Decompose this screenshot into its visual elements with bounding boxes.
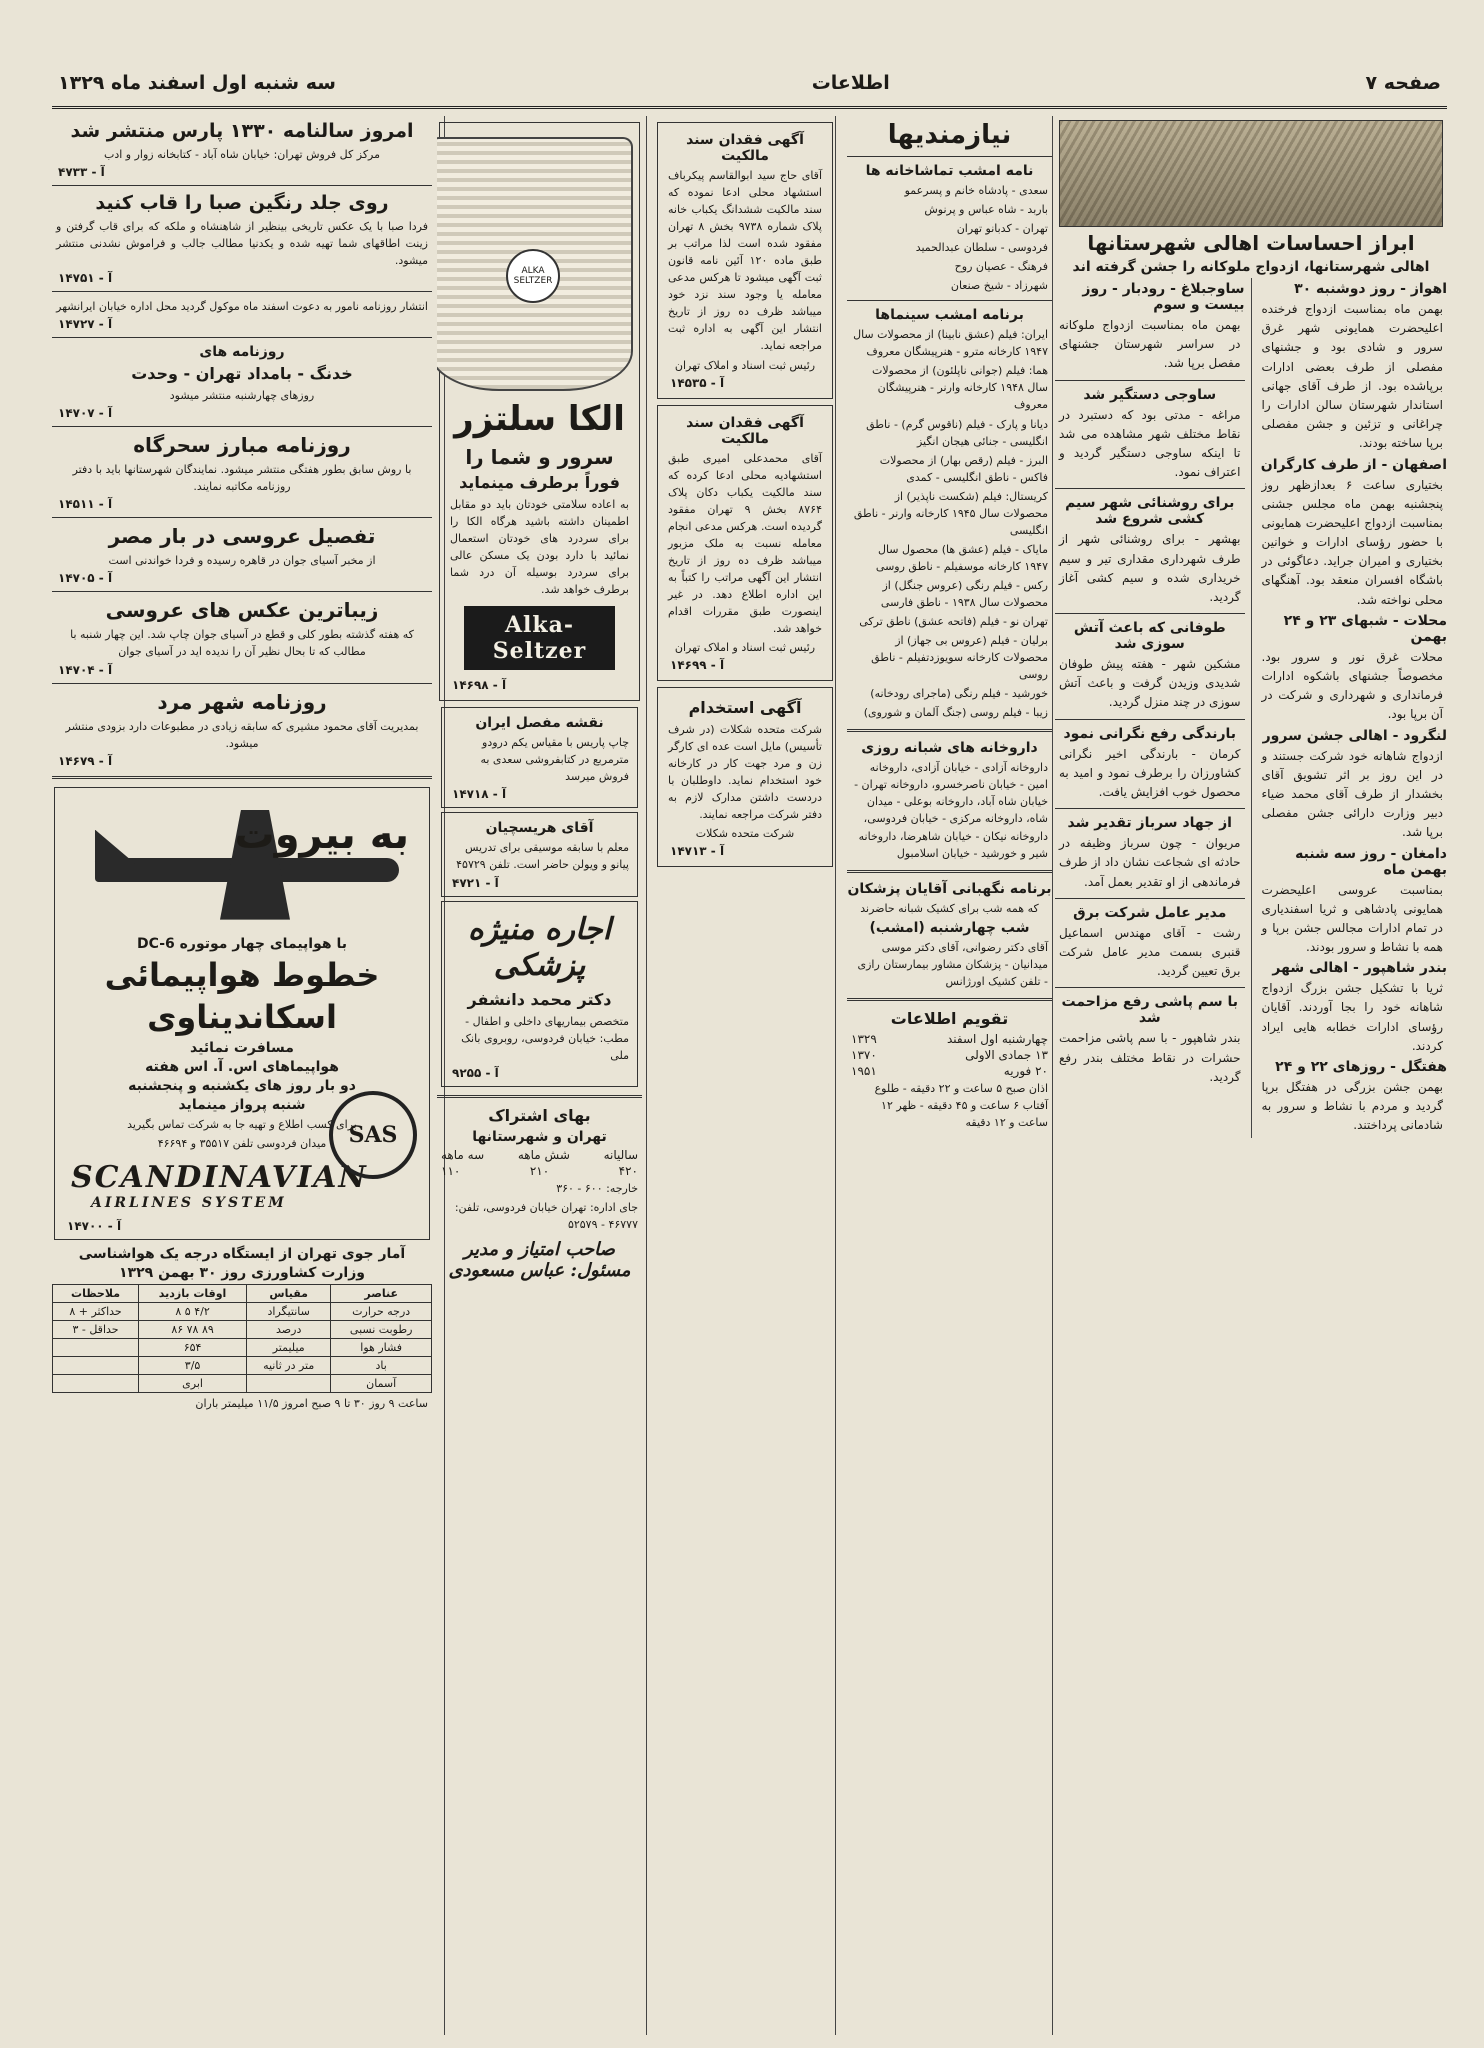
table-cell xyxy=(53,1374,139,1392)
news-paragraph: مراغه - مدتی بود که دستبرد در نقاط مختلف شهر مشاهده می شد تا اینکه ساوجی دستگیر گردید و اعتراف نمود. xyxy=(1059,407,1241,480)
table-cell: ۳/۵ xyxy=(139,1356,247,1374)
dateline: هفتگل - روزهای ۲۲ و ۲۴ xyxy=(1275,1059,1447,1075)
news-headline: طوفانی که باعث آتش سوزی شد xyxy=(1073,620,1226,653)
calendar-heading: تقویم اطلاعات xyxy=(890,1008,1009,1028)
table-cell: میلیمتر xyxy=(247,1338,331,1356)
news-headline: از جهاد سرباز تقدیر شد xyxy=(1067,815,1232,832)
calendar-times: اذان صبح ۵ ساعت و ۲۲ دقیقه - طلوع آفتاب ۶ ساعت و ۴۵ دقیقه - ظهر ۱۲ ساعت و ۱۲ دقیقه xyxy=(874,1081,1048,1129)
provincial-news-column xyxy=(1055,116,1447,2035)
ad-destination: به بیروت xyxy=(234,811,409,858)
cinema-item: رکس - فیلم رنگی (عروس جنگل) از محصولات سال ۱۹۳۸ - ناطق فارسی xyxy=(880,578,1048,609)
table-header-cell: ملاحظات xyxy=(53,1284,139,1302)
airplane-illustration xyxy=(65,800,419,930)
news-paragraph: بهشهر - برای روشنائی شهر از طرف شهرداری مقداری تیر و سیم خریداری شده و سیم کشی آغاز گردید. xyxy=(1059,532,1241,604)
theater-item: فردوسی - سلطان عبدالحمید xyxy=(915,241,1048,255)
cinema-item: تهران نو - فیلم (فاتحه عشق) ناطق ترکی xyxy=(859,615,1048,629)
glass-illustration xyxy=(437,137,633,391)
theater-heading: نامه امشب تماشاخانه ها xyxy=(865,163,1034,179)
ad-title: روزنامه مبارز سحرگاه xyxy=(133,433,351,458)
cinema-item: دیانا و پارک - فیلم (ناقوس گرم) - ناطق انگلیسی - جنائی هیجان انگیز xyxy=(866,417,1048,448)
table-cell xyxy=(53,1338,139,1356)
employment-notice xyxy=(657,687,833,867)
table-header-cell: اوقات بازدید xyxy=(139,1284,247,1302)
ad-line: با هواپیمای چهار موتوره DC-6 xyxy=(137,935,347,952)
ad-title: خطوط هواپیمائی xyxy=(104,955,380,994)
ad-text: با روش سابق بطور هفتگی منتشر میشود. نمایندگان شهرستانها باید با دفتر روزنامه مکاتبه نمایند. xyxy=(72,463,412,494)
sas-logo-text: SCANDINAVIAN xyxy=(71,1159,368,1195)
calendar-date: ۱۳ جمادی الاولی xyxy=(965,1047,1048,1062)
ad-text: فردا صبا با یک عکس تاریخی بینظیر از شاهنشاه و ملکه که برای قاب گرفتن و زینت اطاقهای شما تهیه شده و یکدنیا مطالب جالب و فراموش نشدنی منتشر میشود. xyxy=(56,220,428,268)
ad-code: آ - ۱۴۷۲۷ xyxy=(58,317,113,332)
ad-address: میدان فردوسی تلفن ۳۵۵۱۷ و ۴۶۶۹۴ xyxy=(157,1136,327,1150)
cinema-item: کریستال: فیلم (شکست ناپذیر) از محصولات سال ۱۹۴۵ کارخانه وارنر - ناطق انگلیسی xyxy=(853,489,1048,537)
owner-line: صاحب امتیاز و مدیر مسئول: عباس مسعودی xyxy=(448,1238,631,1282)
news-subcolumn-left xyxy=(1055,278,1245,1138)
news-paragraph: رشت - آقای مهندس اسماعیل قنبری بسمت مدیر عامل شرکت برق تعیین گردید. xyxy=(1059,925,1241,979)
news-subcolumn-right xyxy=(1258,278,1448,1138)
dateline: اصفهان - از طرف کارگران xyxy=(1260,456,1447,473)
alka-seltzer-ad xyxy=(439,122,640,701)
brand-name: الکا سلتزر xyxy=(454,399,625,439)
pharmacy-heading: داروخانه های شبانه روزی xyxy=(861,740,1038,757)
table-cell xyxy=(53,1356,139,1374)
ad-code: آ - ۱۴۵۳۵ xyxy=(670,375,725,390)
news-paragraph: بندر شاهپور - با سم پاشی مزاحمت حشرات در نقاط مختلف بندر رفع گردید. xyxy=(1059,1031,1241,1084)
subscription-val: ۲۱۰ xyxy=(529,1163,550,1178)
paper-name: اطلاعات xyxy=(811,72,890,94)
notice-text: آقای محمدعلی امیری طبق استشهادیه محلی ادعا کرده که سند مالکیت یکباب دکان پلاک ۸۷۶۴ بخش ۹ تهران مفقود گردیده است. هرکس مدعی انجام معامله نسبت به ملک مزبور میباشد ظرف ده روز از تاریخ انتشار این آگهی مراتب را کتباً به این اداره اطلاع دهد. در غیر اینصورت طبق مقررات اقدام خواهد شد. xyxy=(668,451,822,636)
news-paragraph: بهمن ماه بمناسبت ازدواج ملوکانه در سراسر شهرستان جشنهای مفصل برپا شد. xyxy=(1059,318,1241,371)
ad-text: انتشار روزنامه نامور به دعوت اسفند ماه موکول گردید محل اداره خیابان ایرانشهر xyxy=(56,300,428,314)
ad-title: اسکاندیناوی xyxy=(147,997,337,1036)
cinema-item: زیبا - فیلم روسی (جنگ آلمان و شوروی) xyxy=(863,706,1048,720)
cinema-heading: برنامه امشب سینماها xyxy=(875,307,1024,324)
cinema-item: هما: فیلم (جوانی ناپلئون) از محصولات سال ۱۹۴۸ کارخانه وارنر - هنرپیشگان معروف xyxy=(872,364,1048,412)
subscription-val: ۴۲۰ xyxy=(618,1163,638,1178)
ad-code: آ - ۱۴۶۹۸ xyxy=(452,678,507,693)
alka-seltzer-logo: Alka-Seltzer xyxy=(464,606,615,670)
theater-item: باربد - شاه عباس و پرنوش xyxy=(924,203,1048,217)
cinema-item: ایران: فیلم (عشق نابینا) از محصولات سال ۱۹۴۷ کارخانه مترو - هنرپیشگان معروف xyxy=(853,328,1048,359)
news-paragraph: ازدواج شاهانه خود شرکت جستند و در این روز بر اثر تشویق آقای بخشدار از طرف آقای محمد ضیاء دبیر وزارت دارائی جشن مفصلی برپا شد. xyxy=(1261,748,1443,840)
ads-column xyxy=(437,116,642,2035)
ad-text: که هفته گذشته بطور کلی و قطع در آسیای جوان چاپ شد. این چهار شنبه با مطالب که تا بحال نظیر آن را ندیده اید در آسیای جوان xyxy=(70,628,414,659)
ad-subtitle: دکتر محمد دانشفر xyxy=(467,989,612,1009)
table-cell: حداکثر + ۸ xyxy=(53,1302,139,1320)
left-ads-column xyxy=(52,116,432,2035)
ad-title: خدنگ - بامداد تهران - وحدت xyxy=(131,364,353,384)
section-title: نیازمندیها xyxy=(887,120,1012,150)
subscription-subheading: تهران و شهرستانها xyxy=(472,1128,607,1145)
ad-line: مسافرت نمائید xyxy=(190,1039,294,1056)
issue-date: سه شنبه اول اسفند ماه ۱۳۲۹ xyxy=(58,72,336,94)
doctors-night: شب چهارشنبه (امشب) xyxy=(869,919,1030,936)
theater-item: تهران - کدبانو تهران xyxy=(956,222,1048,236)
subscription-cols xyxy=(441,1148,638,1162)
dateline: اهواز - روز دوشنبه ۳۰ xyxy=(1294,281,1447,297)
table-row xyxy=(53,1320,432,1338)
table-header xyxy=(53,1284,432,1302)
lost-deed-notice xyxy=(657,122,833,399)
doctor-ad xyxy=(441,901,638,1087)
ad-heading: آقای هریسچیان xyxy=(485,820,594,837)
weather-subheading: وزارت کشاورزی روز ۳۰ بهمن ۱۳۲۹ xyxy=(119,1264,365,1281)
table-cell: ابری xyxy=(139,1374,247,1392)
dateline: محلات - شبهای ۲۳ و ۲۴ بهمن xyxy=(1283,612,1447,645)
subscription-vals xyxy=(441,1164,638,1178)
notice-signature: شرکت متحده شکلات xyxy=(695,827,795,841)
table-row xyxy=(53,1374,432,1392)
weather-heading: آمار جوی تهران از ایستگاه درجه یک هواشناسی xyxy=(78,1245,406,1262)
ad-title: تفصیل عروسی در بار مصر xyxy=(108,524,376,549)
ad-code: آ - ۱۴۷۱۳ xyxy=(670,844,725,859)
calendar-year: ۱۳۷۰ xyxy=(851,1047,877,1062)
table-row xyxy=(53,1338,432,1356)
subscription-col: سالیانه xyxy=(603,1147,638,1162)
sas-airline-ad xyxy=(54,787,430,1240)
dateline: ساوجبلاغ - رودبار - روز بیست و سوم xyxy=(1082,281,1245,313)
newspaper-page xyxy=(52,60,1447,2035)
column-rule xyxy=(646,116,647,2035)
table-header-cell: عناصر xyxy=(331,1284,432,1302)
notice-text: آقای حاج سید ابوالقاسم پیکرباف استشهاد محلی ادعا نموده که سند مالکیت ششدانگ یکباب خانه پلاک شماره ۹۷۳۸ بخش ۸ تهران مفقود شده است لذا مراتب بر طبق ماده ۱۲۰ آئین نامه قانون ثبت آگهی میشود تا هرکس مدعی معامله یا وجود سند نزد خود میباشد ظرف ده روز از تاریخ انتشار این آگهی به اداره ثبت مراجعه نماید. xyxy=(668,169,822,353)
office-address: جای اداره: تهران خیابان فردوسی، تلفن: ۴۶۷۷۷ - ۵۲۵۷۹ xyxy=(454,1200,638,1231)
subscription-foreign: خارجه: ۶۰۰ - ۳۶۰ xyxy=(556,1181,638,1195)
ad-code: آ - ۱۴۶۷۹ xyxy=(58,753,113,768)
subscription-heading: بهای اشتراک xyxy=(488,1105,591,1125)
cinema-item: خورشید - فیلم رنگی (ماجرای رودخانه) xyxy=(870,687,1048,701)
ad-code: آ - ۱۴۷۰۰ xyxy=(67,1218,122,1233)
table-cell: باد xyxy=(331,1356,432,1374)
listings-column xyxy=(847,116,1052,2035)
notice-heading: آگهی استخدام xyxy=(688,698,802,718)
news-headline: برای روشنائی شهر سیم کشی شروع شد xyxy=(1065,495,1235,528)
ad-code: آ - ۹۲۵۵ xyxy=(452,1065,499,1080)
notice-signature: رئیس ثبت اسناد و املاک تهران xyxy=(674,358,816,372)
doctors-list: آقای دکتر رضوانی، آقای دکتر موسی میدانیان - پزشکان مشاور بیمارستان رازی - تلفن کشیک اورژانس xyxy=(857,940,1048,988)
table-cell xyxy=(247,1374,331,1392)
news-headline: مدیر عامل شرکت برق xyxy=(1073,904,1227,921)
table-cell: سانتیگراد xyxy=(247,1302,331,1320)
news-paragraph: بهمن ماه بمناسبت ازدواج فرخنده اعلیحضرت همایونی شهر غرق سرور و شادی بود و جشنهای مفصلی از طرف بعضی ادارات برپاشده بود. از طرف آقای جهانی استاندار شهرستان سالن ادارات را چراغانی و تزئین و جشن مفصلی برپا ساخته بودند. xyxy=(1261,302,1443,451)
pharmacy-list: داروخانه آزادی - خیابان آزادی، داروخانه امین - خیابان ناصرخسرو، داروخانه تهران - خیابان شاه آباد، داروخانه بوعلی - میدان شاه، داروخانه مرکزی - خیابان فردوسی، داروخانه نیکان - خیابان شاهرضا، داروخانه شیر و خورشید - خیابان اسلامبول xyxy=(854,761,1048,860)
ad-text: معلم با سابقه موسیقی برای تدریس پیانو و ویولن حاضر است. تلفن ۴۵۷۲۹ xyxy=(456,841,629,872)
table-cell: رطوبت نسبی xyxy=(331,1320,432,1338)
news-paragraph: بمناسبت عروسی اعلیحضرت همایونی پادشاهی و ثریا اسفندیاری در تمام ادارات مجالس جشن برپا و همه با نشاط و سرور بودند. xyxy=(1261,882,1443,955)
ad-code: آ - ۱۴۵۱۱ xyxy=(58,497,113,512)
table-cell: فشار هوا xyxy=(331,1338,432,1356)
sas-logo-subtext: AIRLINES SYSTEM xyxy=(91,1194,287,1211)
ad-code: آ - ۱۴۶۹۹ xyxy=(670,658,725,673)
masthead xyxy=(52,60,1447,109)
music-teacher-ad xyxy=(441,812,638,896)
ad-code: آ - ۴۷۳۳ xyxy=(58,165,105,180)
ad-line: دو بار روز های یکشنبه و پنجشنبه xyxy=(128,1077,356,1094)
table-header-cell: مقیاس xyxy=(247,1284,331,1302)
ad-text: چاپ پاریس با مقیاس یکم درودو مترمربع در کتابفروشی سعدی به فروش میرسد xyxy=(480,736,629,784)
news-paragraph: مریوان - چون سرباز وظیفه در حادثه ای شجاعت نشان داد از طرف فرماندهی از او تقدیر بعمل آمد. xyxy=(1059,836,1241,889)
notice-heading: آگهی فقدان سند مالکیت xyxy=(686,414,804,447)
ad-code: آ - ۱۴۷۰۴ xyxy=(58,662,113,677)
ad-heading: امروز سالنامه ۱۳۳۰ پارس منتشر شد xyxy=(70,120,414,142)
table-cell: ۶۵۴ xyxy=(139,1338,247,1356)
ad-code: آ - ۱۴۷۱۸ xyxy=(452,787,507,802)
ad-code: آ - ۱۴۷۰۷ xyxy=(58,406,113,421)
table-cell: حداقل - ۳ xyxy=(53,1320,139,1338)
ad-text: از مخبر آسیای جوان در قاهره رسیده و فردا خواندنی است xyxy=(108,554,376,568)
ad-title: روزنامه شهر مرد xyxy=(157,689,327,714)
table-row xyxy=(53,1302,432,1320)
table-cell: ۴/۲ ۵ ۸ xyxy=(139,1302,247,1320)
ad-line: شنبه پرواز مینماید xyxy=(178,1096,306,1113)
table-cell: درجه حرارت xyxy=(331,1302,432,1320)
weather-footnote: ساعت ۹ روز ۳۰ تا ۹ صبح امروز ۱۱/۵ میلیمتر باران xyxy=(195,1396,428,1410)
table-cell: متر در ثانیه xyxy=(247,1356,331,1374)
news-paragraph: کرمان - بارندگی اخیر نگرانی کشاورزان را برطرف نمود و امید به محصول خوب افزایش یافت. xyxy=(1059,746,1241,799)
calendar-row xyxy=(851,1032,1048,1046)
theater-item: شهرزاد - شیخ صنعان xyxy=(950,279,1048,293)
ad-line: فوراً برطرف مینماید xyxy=(459,473,620,492)
ad-heading: روی جلد رنگین صبا را قاب کنید xyxy=(95,192,389,215)
ad-code: آ - ۱۴۷۵۱ xyxy=(58,271,113,286)
weather-table xyxy=(52,1284,432,1393)
cinema-item: برلیان - فیلم (عروس بی جهاز) از محصولات کارخانه سویوزدتفیلم - ناطق روسی xyxy=(871,634,1048,682)
calendar-date: چهارشنبه اول اسفند xyxy=(947,1031,1048,1046)
ad-text: به اعاده سلامتی خودتان باید دو مقابل اطمینان داشته باشید هرگاه الکا را برای سردرد های خودتان استعمال نمائید با دارد بودن یک مسکن عالی برای سردرد بوسیله آن درد شما برطرف خواهد شد. xyxy=(450,498,629,597)
ad-title: اجاره منیژه پزشکی xyxy=(467,911,612,983)
news-paragraph: بهمن جشن بزرگی در هفتگل برپا گردید و مردم با نشاط و سرور به شادمانی پرداختند. xyxy=(1261,1080,1443,1133)
dateline: لنگرود - اهالی جشن سرور xyxy=(1262,727,1447,744)
news-paragraph: بختیاری ساعت ۶ بعدازظهر روز پنجشنبه بهمن ماه مجلس جشنی بمناسبت ازدواج اعلیحضرت همایونی با حضور رؤسای ادارات و خوانین بختیاری و امیران جراید. دعاگوئی در باشگاه افسران منعقد بود. آهنگهای محلی نواخته شد. xyxy=(1261,477,1443,607)
calendar-row xyxy=(851,1064,1048,1078)
calendar-year: ۱۹۵۱ xyxy=(851,1063,877,1078)
dateline: بندر شاهپور - اهالی شهر xyxy=(1272,960,1447,977)
news-paragraph: مشکین شهر - هفته پیش طوفان شدیدی وزیدن گرفت و باعث آتش سوزی در چند منزل گردید. xyxy=(1059,657,1241,710)
ad-title: زیباترین عکس های عروسی xyxy=(105,598,379,623)
ad-line: سرور و شما را xyxy=(465,445,614,469)
notice-heading: آگهی فقدان سند مالکیت xyxy=(686,132,804,164)
cinema-item: مایاک - فیلم (عشق ها) محصول سال ۱۹۴۷ کارخانه موسفیلم - ناطق روسی xyxy=(875,542,1048,573)
page-number: صفحه ۷ xyxy=(1365,72,1441,94)
ad-code: آ - ۴۷۲۱ xyxy=(452,875,499,890)
ad-text: مرکز کل فروش تهران: خیابان شاه آباد - کتابخانه زوار و ادب xyxy=(103,148,381,161)
calendar-date: ۲۰ فوریه xyxy=(1003,1063,1048,1078)
notice-text: شرکت متحده شکلات (در شرف تأسیس) مایل است عده ای کارگر زن و مرد جهت کار در کارخانه خود استخدام نماید. داوطلبان با دردست داشتن مدارک لازم به دفتر شرکت مراجعه نمایند. xyxy=(668,723,822,822)
calendar-year: ۱۳۲۹ xyxy=(851,1031,877,1046)
subscription-val: ۱۱۰ xyxy=(441,1163,461,1178)
table-cell: ۸۹ ۷۸ ۸۶ xyxy=(139,1320,247,1338)
ad-heading: روزنامه های xyxy=(199,344,285,361)
table-cell: آسمان xyxy=(331,1374,432,1392)
news-paragraph: محلات غرق نور و سرور بود. مخصوصاً جشنهای باشکوه ادارات فرمانداری و شهرداری و شرکت در آن برپا بود. xyxy=(1261,649,1443,722)
sas-badge-icon: SAS xyxy=(329,1091,417,1179)
provincial-news-engraving xyxy=(1059,120,1443,227)
column-rule xyxy=(1052,116,1053,2035)
map-ad xyxy=(441,707,638,808)
ad-code: آ - ۱۴۷۰۵ xyxy=(58,571,113,586)
article-headline: ابراز احساسات اهالی شهرستانها xyxy=(1087,231,1415,255)
doctors-heading: برنامه نگهبانی آقایان پزشکان xyxy=(847,880,1052,897)
table-cell: درصد xyxy=(247,1320,331,1338)
theater-item: سعدی - پادشاه خانم و پسرعمو xyxy=(904,184,1048,197)
ad-text: بمدیریت آقای محمود مشیری که سابقه زیادی در مطبوعات دارد بزودی منتشر میشود. xyxy=(65,719,419,750)
news-headline: بارندگی رفع نگرانی نمود xyxy=(1063,725,1237,742)
ad-heading: نقشه مفصل ایران xyxy=(475,715,604,732)
article-subhead: اهالی شهرستانها، ازدواج ملوکانه را جشن گرفته اند xyxy=(1072,259,1430,275)
table-row xyxy=(53,1356,432,1374)
news-paragraph: ثریا با تشکیل جشن بزرگ ازدواج شاهانه خود را بجا آوردند. آقایان رؤسای ادارات خطابه هایی ایراد کردند. xyxy=(1261,981,1443,1053)
ad-line: هواپیماهای اس. آ. اس هفته xyxy=(145,1058,339,1075)
notices-column xyxy=(655,116,835,2035)
column-rule xyxy=(835,116,836,2035)
calendar-row xyxy=(851,1048,1048,1062)
doctors-subheading: که همه شب برای کشیک شبانه حاضرند xyxy=(860,901,1039,915)
ad-text: متخصص بیماریهای داخلی و اطفال - مطب: خیابان فردوسی، روبروی بانک ملی xyxy=(461,1014,629,1062)
dateline: دامغان - روز سه شنبه بهمن ماه xyxy=(1295,845,1447,878)
news-headline: با سم پاشی رفع مزاحمت شد xyxy=(1061,994,1238,1027)
lost-deed-notice xyxy=(657,405,833,682)
subscription-col: شش ماهه xyxy=(517,1147,570,1162)
cinema-item: البرز - فیلم (رقص بهار) از محصولات فاکس - ناطق انگلیسی - کمدی xyxy=(879,453,1048,484)
ad-line: برای کسب اطلاع و تهیه جا به شرکت تماس بگیرید xyxy=(127,1117,357,1131)
news-headline: ساوجی دستگیر شد xyxy=(1083,386,1217,403)
subscription-col: سه ماهه xyxy=(441,1147,485,1162)
tablet-icon: ALKA SELTZER xyxy=(506,249,560,303)
theater-item: فرهنگ - عصیان روح xyxy=(954,260,1048,274)
ad-text: روزهای چهارشنبه منتشر میشود xyxy=(169,389,315,403)
notice-signature: رئیس ثبت اسناد و املاک تهران xyxy=(674,641,816,655)
